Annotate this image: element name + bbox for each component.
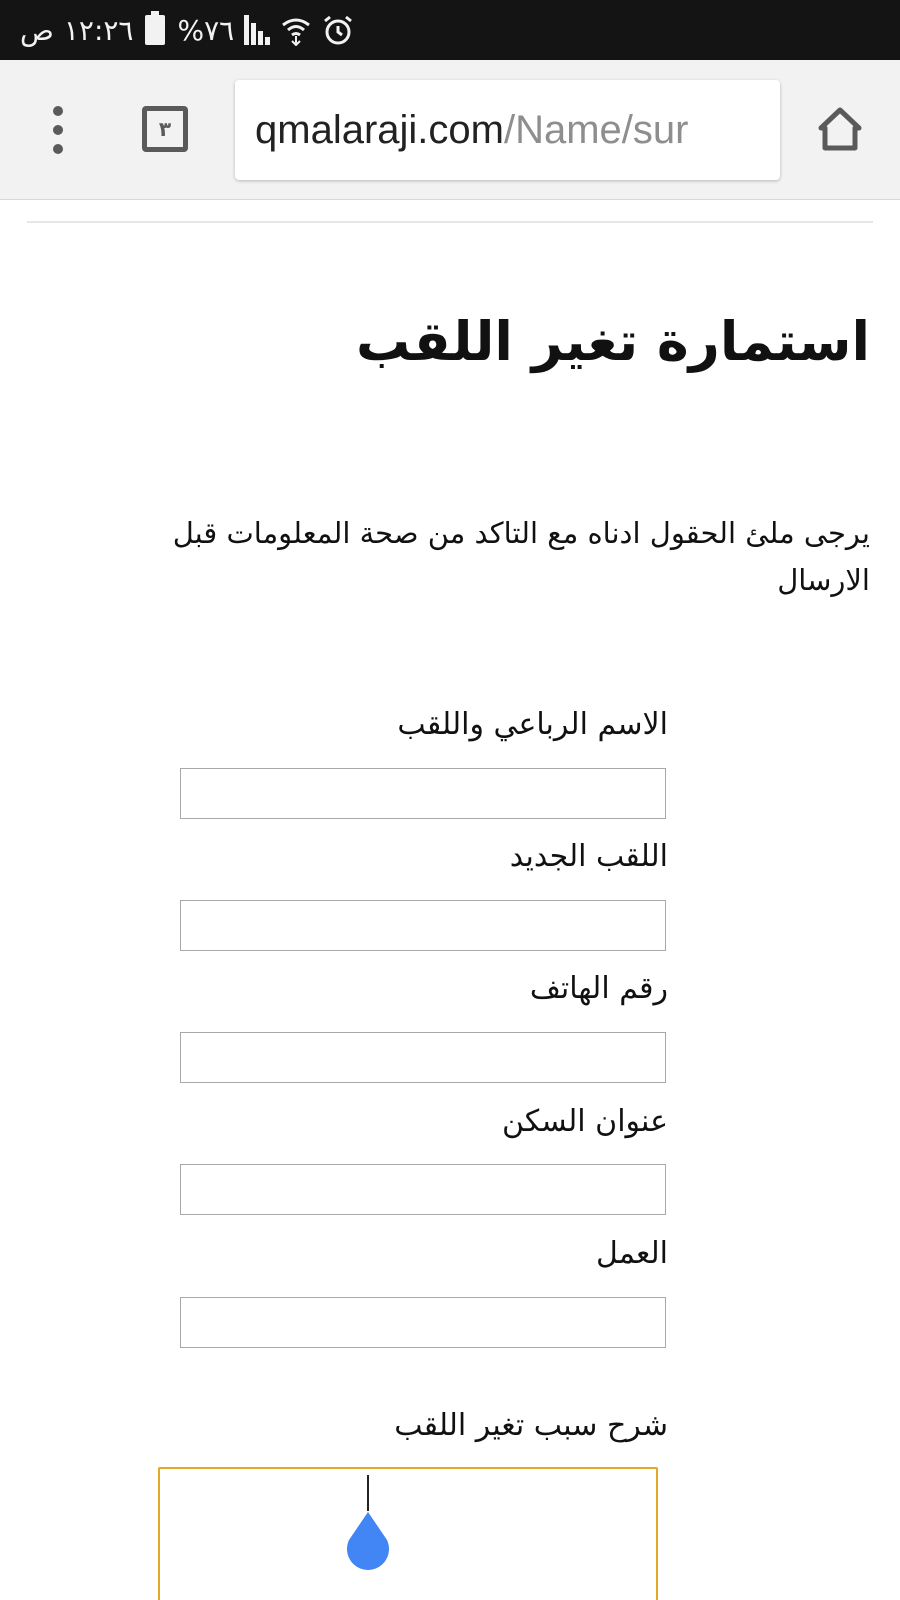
work-label: العمل [595,1236,668,1271]
wifi-icon [280,14,312,46]
phone-label: رقم الهاتف [529,971,668,1006]
full-name-input[interactable] [180,768,666,819]
page-title: استمارة تغير اللقب [356,310,870,373]
intro-text: يرجى ملئ الحقول ادناه مع التاكد من صحة المعلومات قبل الارسال [172,516,870,597]
new-surname-input[interactable] [180,900,666,951]
content-divider [27,221,873,223]
status-bar [0,0,900,60]
battery-percent: %٧٦ [177,13,235,47]
url-domain: qmalaraji.com [255,107,504,152]
reason-textarea[interactable] [158,1467,658,1600]
address-label: عنوان السكن [502,1104,668,1139]
alarm-icon [322,14,354,46]
browser-toolbar [0,60,900,200]
time-period: ص [20,13,54,47]
new-surname-label: اللقب الجديد [509,839,668,874]
full-name-label: الاسم الرباعي واللقب [397,707,668,742]
status-bar-left [20,10,354,50]
battery-icon [145,15,165,45]
work-input[interactable] [180,1297,666,1348]
address-input[interactable] [180,1164,666,1215]
home-icon[interactable] [815,104,865,154]
tab-count: ٣ [158,117,172,141]
url-path: /Name/sur [503,107,689,152]
url-bar[interactable] [235,80,780,180]
text-cursor [367,1475,369,1511]
tabs-icon[interactable] [142,106,188,152]
clock-time: ١٢:٢٦ [63,13,134,47]
menu-icon[interactable] [38,100,78,160]
cursor-handle-icon[interactable] [342,1510,394,1570]
signal-icon [244,15,270,45]
reason-label: شرح سبب تغير اللقب [394,1408,668,1443]
phone-input[interactable] [180,1032,666,1083]
